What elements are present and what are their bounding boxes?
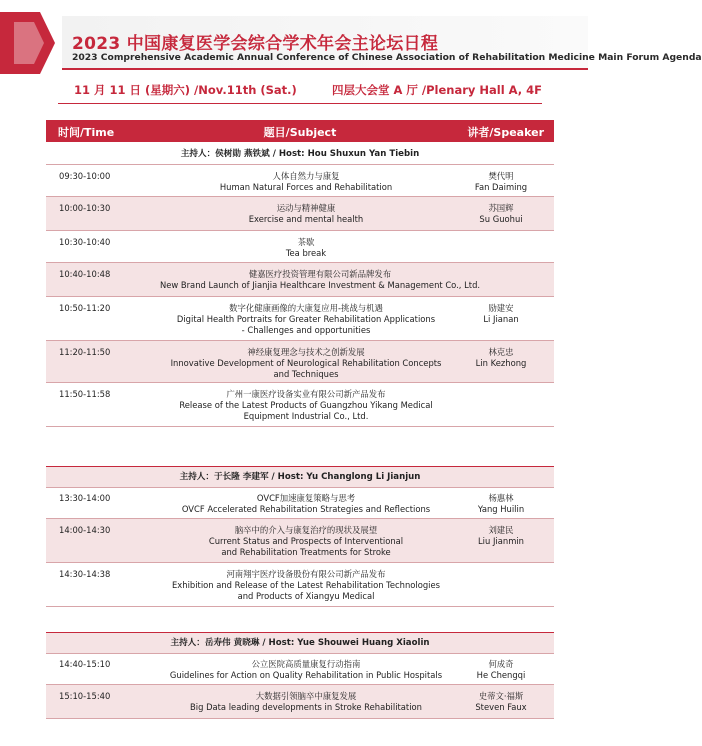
subject-english: and Products of Xiangyu Medical	[237, 591, 375, 601]
row-speaker	[458, 347, 544, 369]
row-subject	[138, 347, 474, 380]
row-subject	[138, 493, 474, 515]
subject-english: OVCF Accelerated Rehabilitation Strategies and Reflections	[181, 504, 431, 514]
subject-chinese: 数字化健康画像的大康复应用-挑战与机遇	[229, 303, 383, 313]
subject-chinese: 神经康复理念与技术之创新发展	[247, 347, 365, 357]
agenda-row	[46, 297, 554, 341]
agenda-row	[46, 653, 554, 685]
subject-english: Current Status and Prospects of Interventional	[208, 536, 404, 546]
row-time: 09:30-10:00	[59, 171, 111, 181]
row-time: 11:50-11:58	[59, 389, 111, 399]
event-venue: 四层大会堂 A 厅 /Plenary Hall A, 4F	[331, 83, 542, 97]
table-header	[46, 120, 554, 142]
session-gap	[46, 622, 554, 630]
column-speaker: 讲者/Speaker	[467, 126, 544, 139]
row-time: 10:30-10:40	[59, 237, 111, 247]
row-time: 15:10-15:40	[59, 691, 111, 701]
agenda-row	[46, 519, 554, 563]
subject-chinese: 广州一康医疗设备实业有限公司新产品发布	[226, 389, 386, 399]
subject-english: Innovative Development of Neurological Rehabilitation Concepts	[170, 358, 442, 368]
subject-english: Human Natural Forces and Rehabilitation	[219, 182, 393, 192]
title-chinese: 2023 中国康复医学会综合学术年会主论坛日程	[72, 34, 439, 54]
speaker-chinese: 杨惠林	[488, 493, 514, 503]
speaker-english: He Chengqi	[476, 670, 526, 680]
row-time: 10:50-11:20	[59, 303, 111, 313]
agenda-row	[46, 487, 554, 519]
row-subject	[138, 237, 474, 259]
subject-english: and Rehabilitation Treatments for Stroke	[221, 547, 391, 557]
title-english: 2023 Comprehensive Academic Annual Conference of Chinese Association of Rehabilitation Medicine Main Forum Agenda	[72, 52, 702, 63]
agenda-row	[46, 197, 554, 231]
speaker-english: Su Guohui	[479, 214, 523, 224]
event-date: 11 月 11 日 (星期六) /Nov.11th (Sat.)	[74, 83, 297, 97]
subject-english: Equipment Industrial Co., Ltd.	[243, 411, 369, 421]
row-time: 13:30-14:00	[59, 493, 111, 503]
subject-english: Digital Health Portraits for Greater Rehabilitation Applications	[176, 314, 436, 324]
subject-chinese: 公立医院高质量康复行动指南	[251, 659, 361, 669]
subject-english: Guidelines for Action on Quality Rehabilitation in Public Hospitals	[169, 670, 443, 680]
agenda-row	[46, 263, 554, 297]
row-speaker	[458, 493, 544, 515]
row-time: 10:40-10:48	[59, 269, 111, 279]
agenda-row	[46, 563, 554, 607]
row-subject	[116, 269, 524, 291]
speaker-english: Yang Huilin	[477, 504, 525, 514]
row-speaker	[458, 525, 544, 547]
speaker-chinese: 何成奇	[488, 659, 514, 669]
agenda-row	[46, 341, 554, 383]
speaker-english: Steven Faux	[475, 702, 527, 712]
column-time: 时间/Time	[58, 126, 115, 139]
speaker-chinese: 励建安	[488, 303, 514, 313]
subject-english: and Techniques	[273, 369, 339, 379]
subject-english: New Brand Launch of Jianjia Healthcare Investment & Management Co., Ltd.	[159, 280, 481, 290]
speaker-english: Lin Kezhong	[475, 358, 527, 368]
row-speaker	[458, 659, 544, 681]
agenda-row	[46, 685, 554, 719]
session-chairs: 主持人：岳寿伟 黄晓琳 / Host: Yue Shouwei Huang Xiaolin	[46, 632, 554, 654]
speaker-chinese: 林克忠	[488, 347, 514, 357]
row-speaker	[458, 691, 544, 713]
subject-english: Exercise and mental health	[248, 214, 364, 224]
subject-english: Big Data leading developments in Stroke Rehabilitation	[190, 702, 422, 712]
speaker-chinese: 樊代明	[488, 171, 514, 181]
subject-english: Tea break	[285, 248, 327, 258]
row-speaker	[458, 303, 544, 325]
agenda-row	[46, 231, 554, 263]
session-chairs: 主持人：于长隆 李建军 / Host: Yu Changlong Li Jianjun	[46, 466, 554, 488]
row-time: 14:00-14:30	[59, 525, 111, 535]
row-time: 10:00-10:30	[59, 203, 111, 213]
speaker-chinese: 史蒂文·福斯	[478, 691, 524, 701]
row-speaker	[458, 171, 544, 193]
subject-chinese: OVCF加速康复策略与思考	[256, 493, 356, 503]
row-subject	[138, 171, 474, 193]
subject-chinese: 脑卒中的介入与康复治疗的现状及展望	[234, 525, 378, 535]
subject-chinese: 大数据引领脑卒中康复发展	[255, 691, 357, 701]
row-subject	[138, 691, 474, 713]
row-subject	[138, 203, 474, 225]
row-subject	[138, 303, 474, 336]
row-subject	[138, 389, 474, 422]
row-time: 11:20-11:50	[59, 347, 111, 357]
speaker-chinese: 苏国辉	[488, 203, 514, 213]
row-time: 14:40-15:10	[59, 659, 111, 669]
speaker-english: Fan Daiming	[474, 182, 528, 192]
agenda-row	[46, 383, 554, 427]
subject-english: Exhibition and Release of the Latest Rehabilitation Technologies	[172, 580, 440, 590]
header-divider	[58, 103, 542, 104]
ribbon-decoration	[0, 12, 60, 74]
subject-english: Release of the Latest Products of Guangzhou Yikang Medical	[179, 400, 433, 410]
session-gap	[46, 456, 554, 464]
speaker-english: Liu Jianmin	[478, 536, 524, 546]
subject-chinese: 河南翔宇医疗设备股份有限公司新产品发布	[226, 569, 386, 579]
subject-chinese: 人体自然力与康复	[272, 171, 340, 181]
subject-english: - Challenges and opportunities	[241, 325, 371, 335]
row-speaker	[458, 203, 544, 225]
agenda-row	[46, 165, 554, 197]
row-subject	[138, 569, 474, 602]
speaker-english: Li Jianan	[483, 314, 519, 324]
row-subject	[138, 659, 474, 681]
session-chairs: 主持人：侯树勋 燕铁斌 / Host: Hou Shuxun Yan Tiebin	[46, 144, 554, 165]
subject-chinese: 茶歇	[297, 237, 315, 247]
subject-chinese: 运动与精神健康	[276, 203, 336, 213]
speaker-chinese: 刘建民	[488, 525, 514, 535]
row-time: 14:30-14:38	[59, 569, 111, 579]
subject-chinese: 健嘉医疗投资管理有限公司新品牌发布	[248, 269, 392, 279]
column-subject: 题目/Subject	[263, 126, 337, 139]
row-subject	[138, 525, 474, 558]
